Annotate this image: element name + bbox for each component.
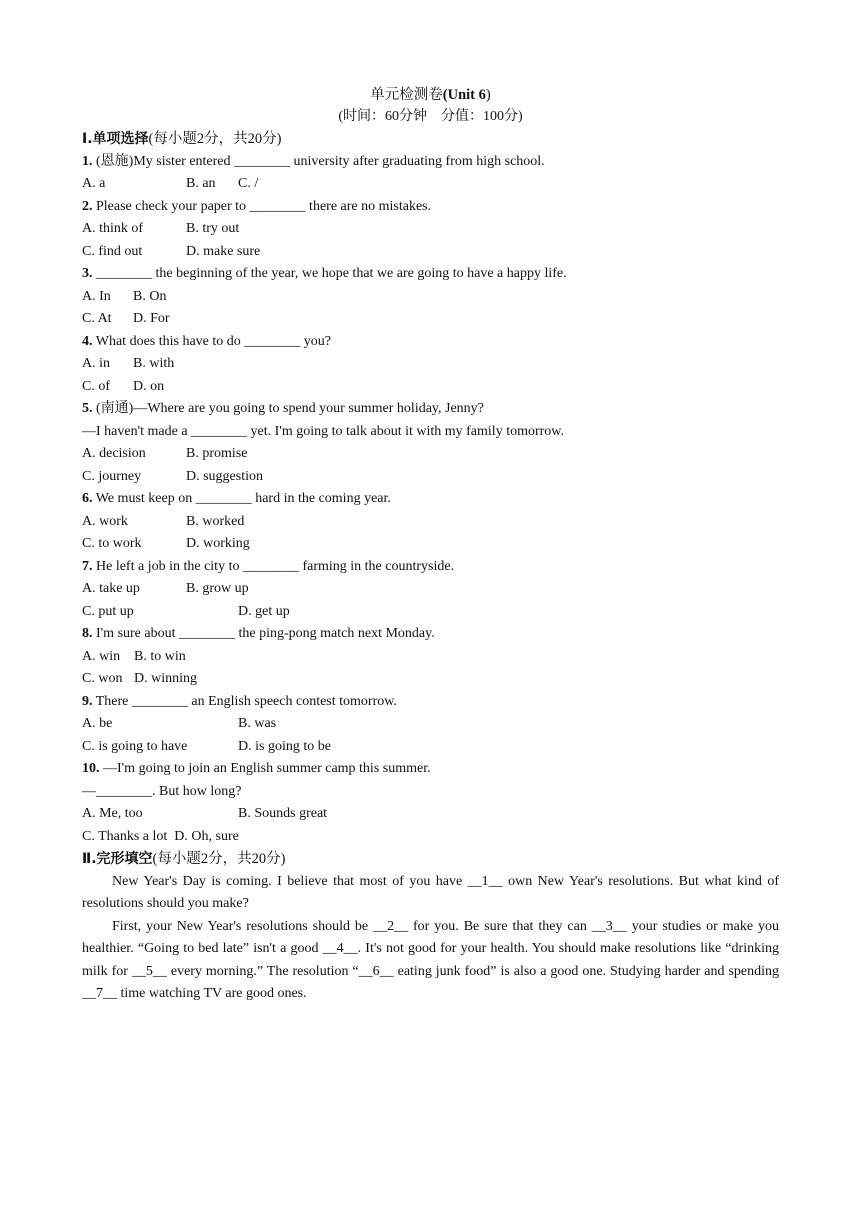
- option-a: A. think of: [82, 221, 144, 236]
- question-number: 9.: [82, 693, 93, 709]
- option-d: D. winning: [134, 671, 197, 686]
- option-a: A. Me, too: [82, 806, 143, 821]
- question-7: [82, 556, 779, 579]
- option-c: C. put up: [82, 603, 134, 619]
- option-a: A. work: [82, 513, 128, 529]
- question-4: [82, 331, 779, 354]
- option-d: D. is going to be: [238, 738, 331, 754]
- cloze-blank-5: __5__: [131, 963, 167, 979]
- question-stem: He left a job in the city to ________ farming in the countryside.: [96, 558, 455, 574]
- option-b: B. with: [133, 356, 175, 371]
- question-5-dialogue-line-2: —I haven't made a ________ yet. I'm going to talk about it with my family tomorrow.: [82, 423, 564, 439]
- question-stem: (南通)—Where are you going to spend your summer holiday, Jenny?: [96, 401, 484, 416]
- question-number: 10.: [82, 761, 100, 776]
- question-3: [82, 263, 779, 286]
- question-number: 2.: [82, 198, 93, 214]
- option-b: B. an: [186, 176, 216, 191]
- page-subtitle: (时间：60分钟 分值：100分): [338, 109, 523, 124]
- question-stem: There ________ an English speech contest tomorrow.: [95, 693, 397, 709]
- option-b: B. On: [133, 288, 167, 304]
- question-8-options-row-2: [82, 668, 779, 691]
- option-d: D. on: [133, 378, 165, 394]
- question-8-options-row-1: [82, 646, 779, 669]
- option-c: C. /: [238, 176, 259, 191]
- option-a: A. In: [82, 288, 111, 304]
- section-1-note: (每小题2分，共20分): [148, 131, 282, 147]
- option-b: B. worked: [186, 513, 245, 529]
- question-8: [82, 623, 779, 646]
- cloze-text: for you. Be sure that they can: [408, 918, 592, 934]
- cloze-blank-7: __7__: [82, 986, 117, 1001]
- option-d: D. For: [133, 311, 170, 326]
- question-7-options-row-1: [82, 578, 779, 601]
- question-9: [82, 691, 779, 714]
- option-c: C. find out: [82, 243, 143, 259]
- question-stem: We must keep on ________ hard in the coming year.: [95, 491, 391, 506]
- question-2-options-row-2: [82, 241, 779, 264]
- question-number: 6.: [82, 491, 93, 506]
- option-c: C. Thanks a lot: [82, 828, 168, 844]
- cloze-text: First, your New Year's resolutions should be: [112, 918, 374, 934]
- section-1-heading: [82, 128, 779, 151]
- cloze-blank-2: __2__: [373, 918, 409, 934]
- option-c: C. At: [82, 311, 112, 326]
- option-a: A. a: [82, 176, 106, 191]
- section-1-title: Ⅰ.单项选择: [82, 131, 149, 147]
- question-stem: I'm sure about ________ the ping-pong match next Monday.: [96, 626, 435, 641]
- question-stem: Please check your paper to ________ there are no mistakes.: [96, 198, 432, 214]
- worksheet-page: [82, 84, 779, 1006]
- option-c: C. is going to have: [82, 738, 188, 754]
- option-d: D. working: [186, 536, 250, 551]
- option-b: B. to win: [134, 648, 186, 664]
- question-1: [82, 151, 779, 174]
- option-c: C. of: [82, 378, 110, 394]
- question-10-options-row-2: [82, 826, 779, 849]
- option-d: D. make sure: [186, 243, 261, 259]
- question-6-options-row-2: [82, 533, 779, 556]
- option-d: D. get up: [238, 603, 290, 619]
- option-d: D. suggestion: [186, 468, 263, 484]
- question-10-options-row-1: [82, 803, 779, 826]
- question-5-options-row-2: [82, 466, 779, 489]
- question-4-options-row-1: [82, 353, 779, 376]
- question-number: 3.: [82, 266, 93, 281]
- cloze-paragraph-1: [82, 871, 779, 916]
- question-number: 5.: [82, 401, 93, 416]
- question-6: [82, 488, 779, 511]
- question-number: 4.: [82, 333, 93, 349]
- title-prefix: 单元检测卷: [370, 87, 443, 103]
- question-9-options-row-2: [82, 736, 779, 759]
- question-9-options-row-1: [82, 713, 779, 736]
- question-2-options-row-1: [82, 218, 779, 241]
- question-2: [82, 196, 779, 219]
- title-unit: (Unit 6: [442, 87, 486, 103]
- cloze-text: every morning.” The resolution “: [166, 963, 359, 979]
- question-1-options: [82, 173, 779, 196]
- cloze-paragraph-2: [82, 916, 779, 1006]
- option-b: B. try out: [186, 221, 240, 236]
- option-c: C. won: [82, 671, 123, 686]
- question-4-options-row-2: [82, 376, 779, 399]
- question-10: [82, 758, 779, 781]
- cloze-blank-3: __3__: [591, 918, 627, 934]
- option-a: A. in: [82, 356, 110, 371]
- page-title: [82, 84, 779, 106]
- question-10-dialogue-line-2: —________. But how long?: [82, 783, 242, 799]
- cloze-blank-4: __4__: [322, 941, 358, 956]
- question-6-options-row-1: [82, 511, 779, 534]
- question-stem: —I'm going to join an English summer camp this summer.: [103, 761, 431, 776]
- option-a: A. decision: [82, 446, 146, 461]
- section-2-note: (每小题2分，共20分): [152, 851, 286, 867]
- option-b: B. grow up: [186, 581, 249, 596]
- title-suffix: ): [485, 87, 491, 103]
- cloze-blank-6: __6__: [358, 963, 394, 979]
- cloze-text: eating junk food” is also a good one. Studying harder and spending: [393, 963, 779, 979]
- option-c: C. journey: [82, 468, 142, 484]
- section-2-heading: [82, 848, 779, 871]
- cloze-text: time watching TV are good ones.: [117, 986, 307, 1001]
- question-stem: (恩施)My sister entered ________ university after graduating from high school.: [96, 153, 545, 169]
- question-number: 8.: [82, 626, 93, 641]
- question-3-options-row-2: [82, 308, 779, 331]
- question-5-options-row-1: [82, 443, 779, 466]
- cloze-text: own New Year's resolutions. But what kind of resolutions should you make?: [82, 873, 779, 911]
- question-7-options-row-2: [82, 601, 779, 624]
- option-b: B. was: [238, 716, 277, 731]
- question-5: [82, 398, 779, 421]
- option-c: C. to work: [82, 536, 142, 551]
- question-number: 1.: [82, 153, 93, 169]
- option-a: A. win: [82, 648, 121, 664]
- option-b: B. promise: [186, 446, 248, 461]
- question-stem: ________ the beginning of the year, we hope that we are going to have a happy life.: [96, 266, 567, 281]
- cloze-text: New Year's Day is coming. I believe that most of you have: [112, 873, 468, 889]
- question-stem: What does this have to do ________ you?: [95, 333, 331, 349]
- cloze-blank-1: __1__: [467, 873, 503, 889]
- cloze-text: . It's not good for your health. You should make resolutions like “drinking milk for: [82, 941, 779, 979]
- cloze-text: your studies or make you healthier. “Going to bed late” isn't a good: [82, 918, 780, 956]
- section-2-title: Ⅱ.完形填空: [82, 851, 153, 867]
- option-a: A. take up: [82, 581, 140, 596]
- question-number: 7.: [82, 558, 93, 574]
- option-d: D. Oh, sure: [174, 828, 239, 844]
- question-3-options-row-1: [82, 286, 779, 309]
- option-a: A. be: [82, 716, 113, 731]
- option-b: B. Sounds great: [238, 806, 328, 821]
